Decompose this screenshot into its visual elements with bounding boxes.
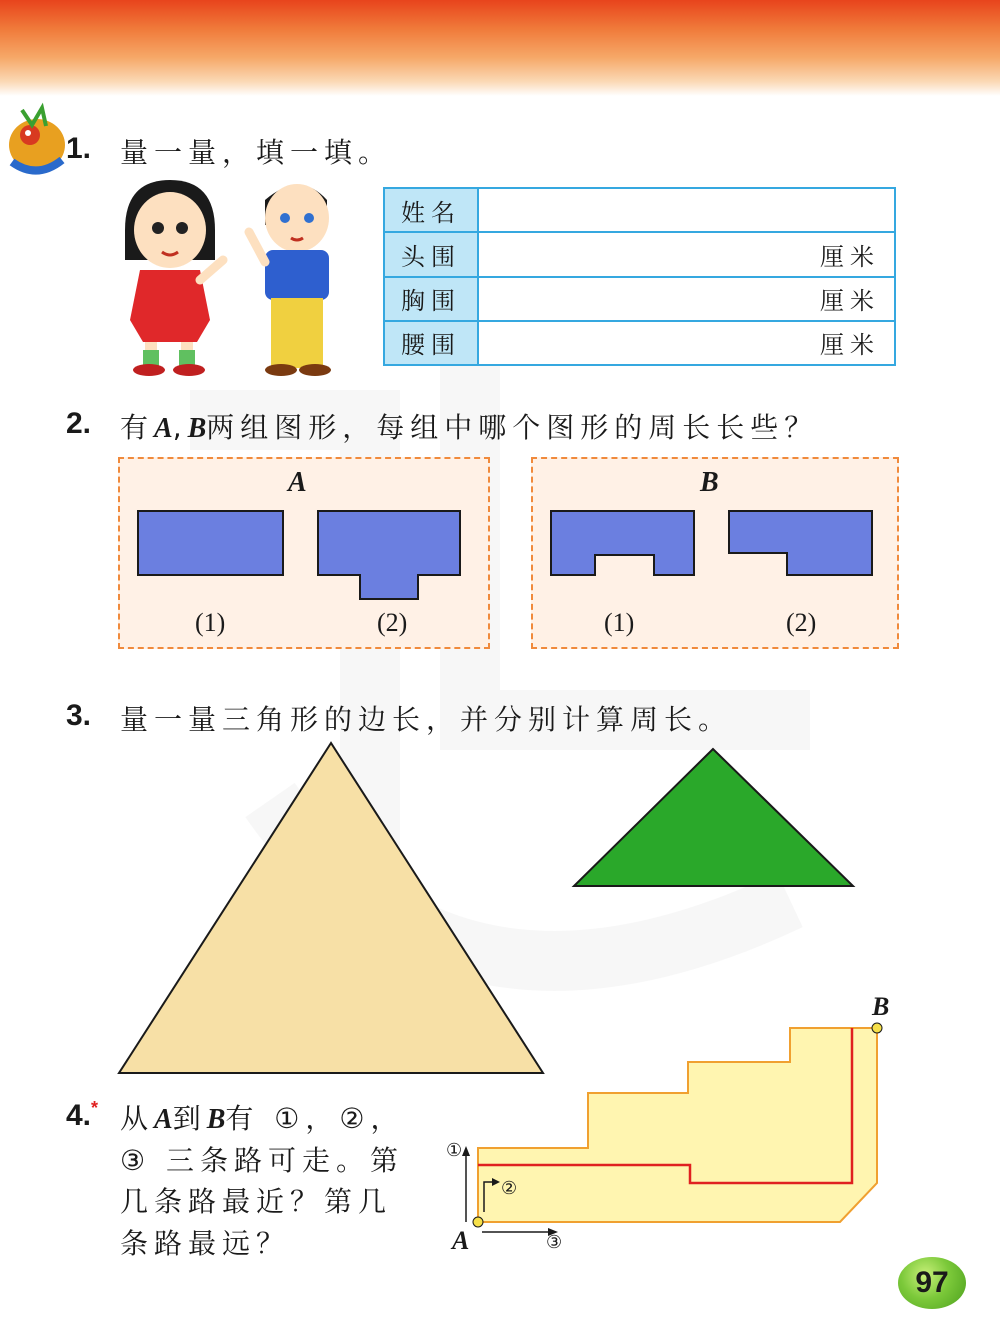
q3-number: 3. <box>66 699 92 732</box>
group-b-label: B <box>700 467 719 498</box>
q1-number: 1. <box>66 132 92 165</box>
group-a-label: A <box>288 467 307 498</box>
group-a-shape-2-label: (2) <box>377 608 408 637</box>
group-b-shape-1-label: (1) <box>604 608 635 637</box>
point-b-marker[interactable] <box>872 1023 882 1033</box>
waist-input-cell[interactable]: 厘米 <box>478 321 895 365</box>
head-input-cell[interactable]: 厘米 <box>478 232 895 276</box>
point-a-label: A <box>452 1226 470 1255</box>
q4-number: 4.* <box>66 1098 99 1132</box>
row-label-name: 姓名 <box>384 188 478 232</box>
page-number: 97 <box>898 1257 966 1309</box>
row-label-head: 头围 <box>384 232 478 276</box>
chest-input-cell[interactable]: 厘米 <box>478 277 895 321</box>
group-a-shape-1-label: (1) <box>195 608 226 637</box>
route-1-label: ① <box>446 1140 463 1161</box>
q2-number: 2. <box>66 407 92 440</box>
q4-line-2: ③ 三条路可走。第 <box>120 1144 405 1177</box>
row-label-waist: 腰围 <box>384 321 478 365</box>
q4-line-3: 几条路最近？第几 <box>120 1185 393 1218</box>
point-a-marker[interactable] <box>473 1217 483 1227</box>
route-3-label: ③ <box>546 1232 563 1253</box>
q3-instruction: 量一量三角形的边长，并分别计算周长。 <box>120 703 733 736</box>
q4-star: * <box>91 1098 99 1118</box>
q2-instruction: 有A,B两组图形，每组中哪个图形的周长长些？ <box>120 411 819 444</box>
q4-line-4: 条路最远？ <box>120 1227 291 1260</box>
group-b-shape-2-label: (2) <box>786 608 817 637</box>
staircase-region <box>478 1028 877 1222</box>
q1-instruction: 量一量，填一填。 <box>120 136 393 169</box>
q4-line-1: 从A到B有 ①，②， <box>120 1102 405 1135</box>
point-b-label: B <box>872 992 890 1021</box>
row-label-chest: 胸围 <box>384 277 478 321</box>
route-2-label: ② <box>501 1178 518 1199</box>
